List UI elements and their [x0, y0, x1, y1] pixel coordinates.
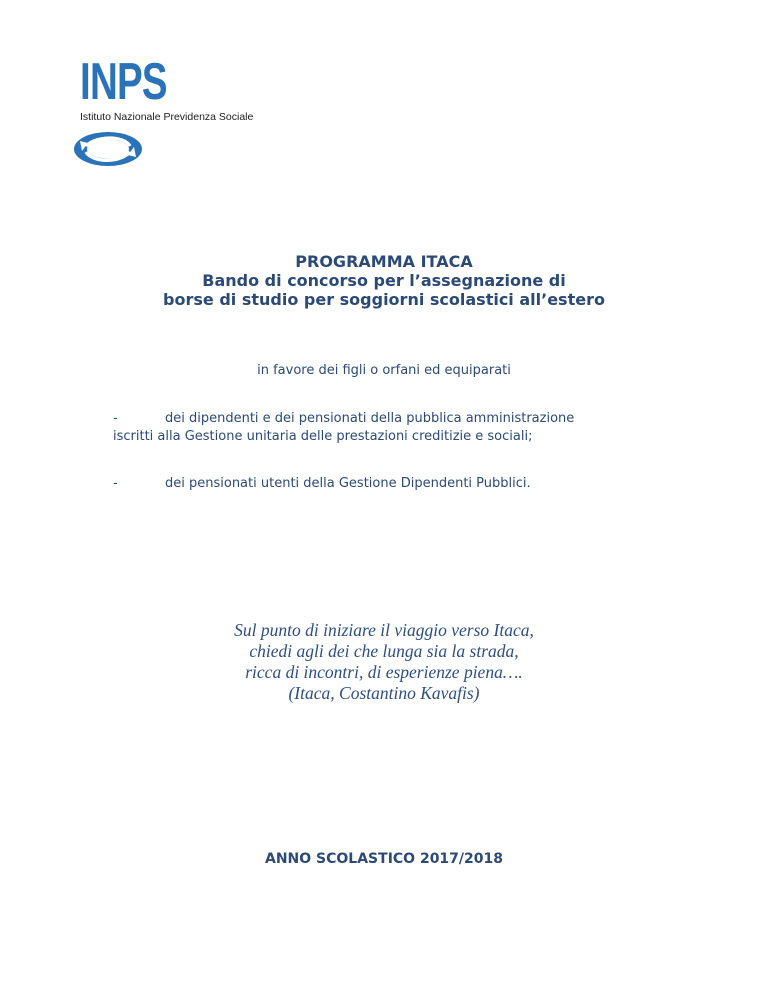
- bullet-text-line: iscritti alla Gestione unitaria delle prestazioni creditizie e sociali;: [113, 429, 533, 444]
- poem-quote: [0, 620, 768, 704]
- title-line-borse: borse di studio per soggiorni scolastici all’estero: [163, 290, 605, 309]
- inps-logo: [72, 52, 282, 167]
- title-line-programma: PROGRAMMA ITACA: [295, 252, 473, 271]
- poem-attribution: (Itaca, Costantino Kavafis): [288, 683, 480, 703]
- logo-subtitle: Istituto Nazionale Previdenza Sociale: [80, 111, 254, 123]
- document-title: [0, 252, 768, 309]
- bullet-dash: -: [113, 476, 118, 491]
- list-item: [113, 410, 574, 446]
- list-item: [113, 475, 531, 493]
- school-year: ANNO SCOLASTICO 2017/2018: [265, 851, 503, 867]
- poem-line: chiedi agli dei che lunga sia la strada,: [249, 641, 519, 661]
- logo-wordmark: INPS: [80, 53, 167, 111]
- intro-text: in favore dei figli o orfani ed equiparati: [257, 363, 511, 378]
- poem-line: ricca di incontri, di esperienze piena….: [245, 662, 523, 682]
- poem-line: Sul punto di iniziare il viaggio verso Itaca,: [234, 620, 534, 640]
- inps-circular-arrows-icon: [72, 130, 144, 168]
- bullet-text-line: dei dipendenti e dei pensionati della pubblica amministrazione: [165, 411, 575, 426]
- bullet-text-line: dei pensionati utenti della Gestione Dipendenti Pubblici.: [165, 476, 531, 491]
- bullet-dash: -: [113, 411, 118, 426]
- title-line-bando: Bando di concorso per l’assegnazione di: [202, 271, 566, 290]
